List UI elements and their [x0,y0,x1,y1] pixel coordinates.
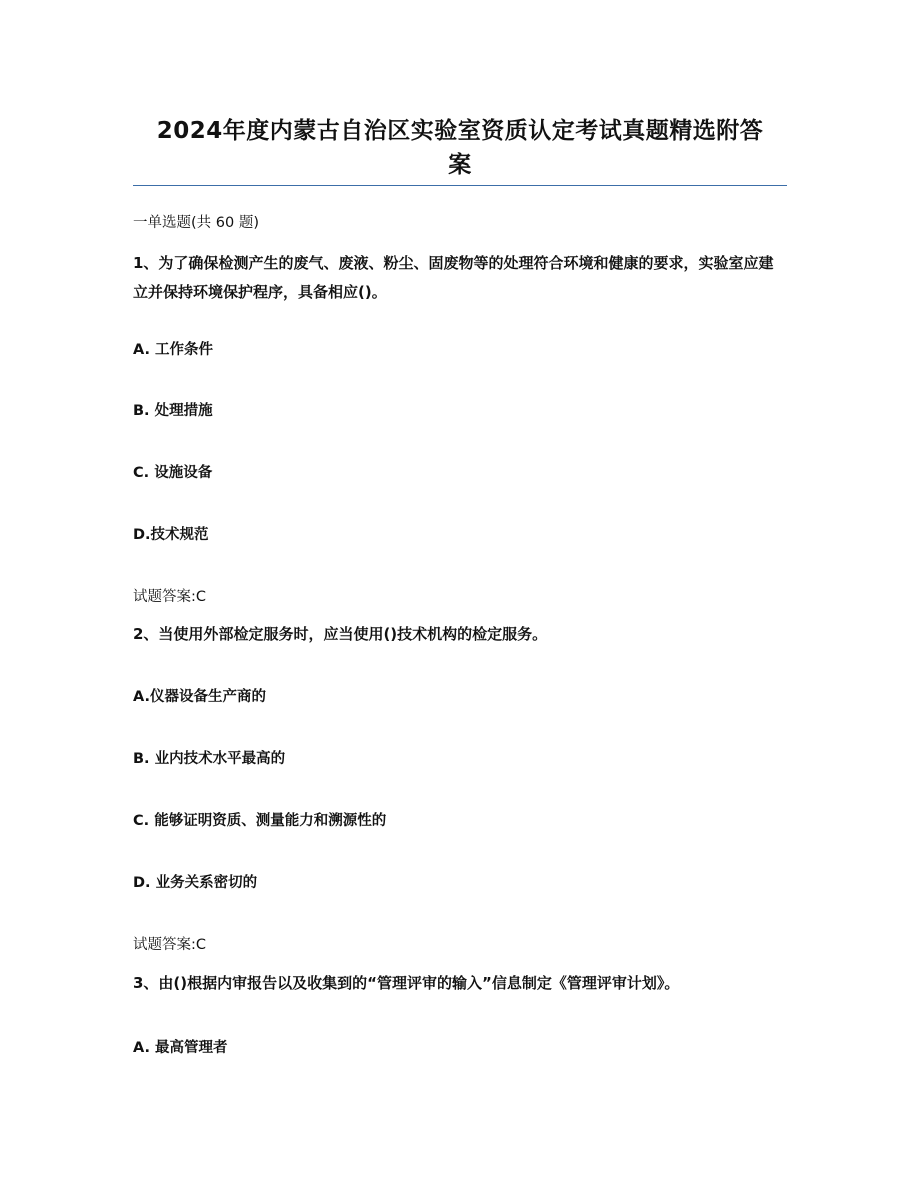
question-2-answer: 试题答案:C [133,937,207,953]
document-title-line-2: 案 [448,152,472,178]
question-1-answer: 试题答案:C [133,589,207,605]
question-2-stem: 2、当使用外部检定服务时，应当使用()技术机构的检定服务。 [133,625,548,643]
question-2-option-b: B. 业内技术水平最高的 [133,751,286,767]
question-3-stem: 3、由()根据内审报告以及收集到的“管理评审的输入”信息制定《管理评审计划》。 [133,974,680,992]
question-2-option-a: A.仪器设备生产商的 [133,689,266,705]
section-header: 一单选题(共 60 题) [133,215,259,231]
title-divider [133,185,787,186]
question-2-option-d: D. 业务关系密切的 [133,875,258,891]
document-title-line-1: 2024年度内蒙古自治区实验室资质认定考试真题精选附答 [156,118,764,144]
question-1-option-b: B. 处理措施 [133,403,213,419]
question-1-option-a: A. 工作条件 [133,342,214,358]
question-1-option-d: D.技术规范 [133,527,209,543]
question-3-option-a: A. 最高管理者 [133,1040,228,1056]
question-1-option-c: C. 设施设备 [133,465,213,481]
question-1-stem: 1、为了确保检测产生的废气、废液、粉尘、固废物等的处理符合环境和健康的要求，实验室应建立并保持环境保护程序，具备相应()。 [133,254,774,301]
document-title [120,114,800,182]
question-2-option-c: C. 能够证明资质、测量能力和溯源性的 [133,813,387,829]
